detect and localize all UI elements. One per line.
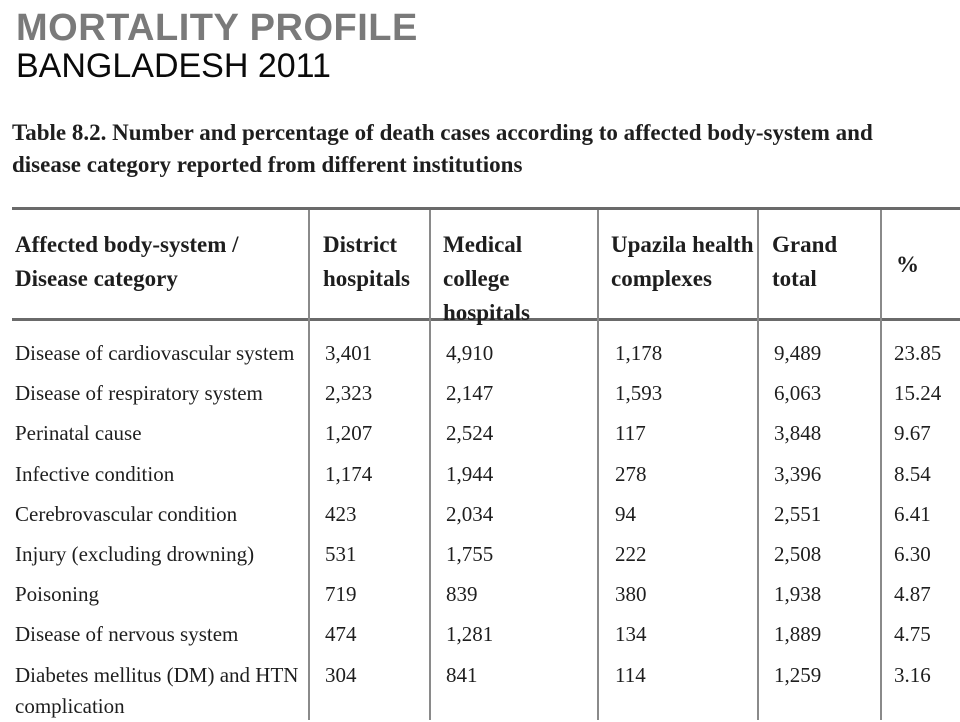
cell-category: Disease of respiratory system [15, 381, 263, 406]
cell-upazila-health-complexes: 117 [615, 421, 646, 446]
cell-grand-total: 3,848 [774, 421, 822, 446]
cell-upazila-health-complexes: 222 [615, 541, 647, 566]
cell-district-hospitals: 719 [325, 582, 357, 607]
header-percent: % [896, 252, 919, 277]
cell-district-hospitals: 423 [325, 501, 357, 526]
cell-medical-college-hospitals: 2,034 [446, 501, 494, 526]
cell-percent: 6.41 [894, 501, 931, 526]
table-caption: Table 8.2. Number and percentage of death cases according to affected body-system and disease category reported from different institutions [12, 120, 873, 177]
cell-percent: 4.75 [894, 622, 931, 647]
cell-district-hospitals: 474 [325, 622, 357, 647]
cell-district-hospitals: 3,401 [325, 341, 373, 365]
cell-percent: 3.16 [894, 662, 931, 687]
cell-category: Disease of nervous system [15, 622, 239, 647]
table-row [0, 579, 960, 619]
cell-medical-college-hospitals: 841 [446, 662, 478, 687]
cell-upazila-health-complexes: 1,593 [615, 381, 663, 406]
cell-category: Disease of cardiovascular system [15, 341, 295, 365]
cell-medical-college-hospitals: 1,944 [446, 461, 494, 486]
cell-grand-total: 2,508 [774, 541, 822, 566]
cell-grand-total: 1,259 [774, 662, 822, 687]
cell-grand-total: 1,938 [774, 582, 822, 607]
table-row [0, 539, 960, 579]
cell-grand-total: 9,489 [774, 341, 822, 365]
table-row [0, 418, 960, 458]
cell-percent: 9.67 [894, 421, 931, 446]
cell-percent: 6.30 [894, 541, 931, 566]
cell-percent: 8.54 [894, 461, 931, 486]
table-row [0, 660, 960, 718]
cell-district-hospitals: 1,207 [325, 421, 373, 446]
slide-title: MORTALITY PROFILE [16, 7, 418, 49]
header-upazila-health-complexes: Upazila health complexes [611, 232, 754, 291]
table-row [0, 459, 960, 499]
cell-percent: 4.87 [894, 582, 931, 607]
table-top-rule [12, 207, 960, 210]
cell-category: Infective condition [15, 461, 175, 486]
cell-district-hospitals: 304 [325, 662, 357, 687]
header-medical-college-hospitals: Medical college hospitals [443, 232, 530, 325]
cell-upazila-health-complexes: 278 [615, 461, 647, 486]
cell-grand-total: 2,551 [774, 501, 822, 526]
header-grand-total: Grand total [772, 232, 838, 291]
cell-medical-college-hospitals: 1,281 [446, 622, 494, 647]
cell-category: Perinatal cause [15, 421, 142, 446]
cell-category: Diabetes mellitus (DM) and HTN complication [15, 662, 299, 718]
cell-district-hospitals: 531 [325, 541, 357, 566]
cell-percent: 15.24 [894, 381, 942, 406]
cell-category: Poisoning [15, 582, 100, 607]
slide-subtitle: BANGLADESH 2011 [16, 47, 331, 85]
cell-medical-college-hospitals: 2,147 [446, 381, 494, 406]
cell-medical-college-hospitals: 839 [446, 582, 478, 607]
cell-percent: 23.85 [894, 341, 942, 365]
cell-category: Injury (excluding drowning) [15, 541, 255, 566]
header-district-hospitals: District hospitals [323, 232, 410, 291]
table-row [0, 338, 960, 378]
cell-upazila-health-complexes: 380 [615, 582, 647, 607]
table-row [0, 499, 960, 539]
cell-medical-college-hospitals: 4,910 [446, 341, 494, 365]
cell-category: Cerebrovascular condition [15, 501, 238, 526]
cell-upazila-health-complexes: 134 [615, 622, 647, 647]
cell-upazila-health-complexes: 114 [615, 662, 646, 687]
cell-upazila-health-complexes: 94 [615, 501, 636, 526]
cell-grand-total: 3,396 [774, 461, 822, 486]
table-row [0, 619, 960, 659]
cell-medical-college-hospitals: 2,524 [446, 421, 494, 446]
cell-district-hospitals: 2,323 [325, 381, 373, 406]
cell-medical-college-hospitals: 1,755 [446, 541, 494, 566]
header-category: Affected body-system / Disease category [15, 232, 239, 291]
table-body [0, 338, 960, 718]
cell-district-hospitals: 1,174 [325, 461, 373, 486]
cell-grand-total: 6,063 [774, 381, 822, 406]
table-row [0, 378, 960, 418]
cell-upazila-health-complexes: 1,178 [615, 341, 663, 365]
cell-grand-total: 1,889 [774, 622, 822, 647]
